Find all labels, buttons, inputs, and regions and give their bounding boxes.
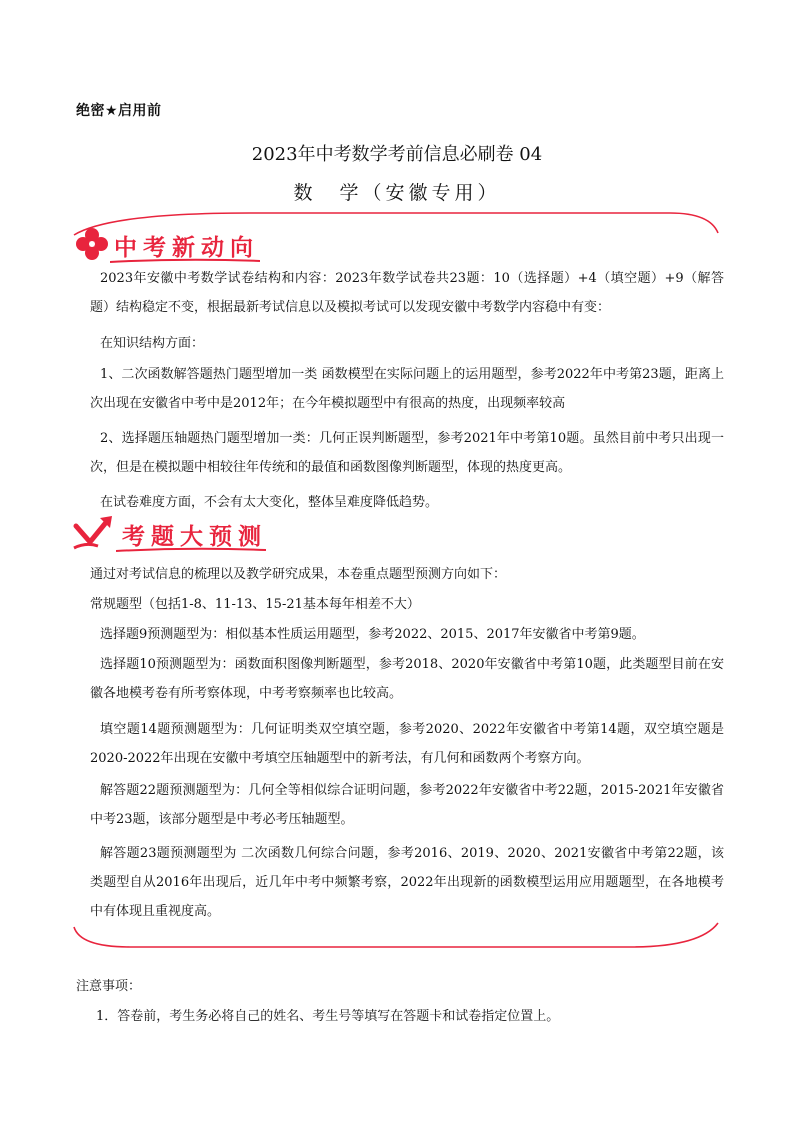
section1-paragraph-5: 在试卷难度方面，不会有太大变化，整体呈难度降低趋势。 <box>100 495 439 510</box>
notice-item: 1．答卷前，考生务必将自己的姓名、考生号等填写在答题卡和试卷指定位置上。 <box>96 1009 560 1024</box>
trend-arrow-icon <box>72 512 116 552</box>
section2-paragraph-5: 填空题14题预测题型为：几何证明类双空填空题，参考2020、2022年安徽省中考第14题，双空填空题是2020-2022年出现在安徽中考填空压轴题型中的新考法，有几何和函数两个考察方向。 <box>90 722 724 766</box>
section2-paragraph-1: 通过对考试信息的梳理以及教学研究成果，本卷重点题型预测方向如下： <box>90 567 507 582</box>
heading-underline-2 <box>116 546 266 554</box>
section1-paragraph-4: 2、选择题压轴题热门题型增加一类：几何正误判断题型，参考2021年中考第10题。虽然目前中考只出现一次，但是在模拟题中相较往年传统和的最值和函数图像判断题型，体现的热度更高。 <box>90 431 724 475</box>
section2-paragraph-6: 解答题22题预测题型为：几何全等相似综合证明问题，参考2022年安徽省中考22题，2015-2021年安徽省中考23题，该部分题型是中考必考压轴题型。 <box>90 783 724 827</box>
section-heading-new-trends: 中考新动向 <box>114 235 259 261</box>
document-subtitle: 数 学（安徽专用） <box>293 182 501 204</box>
section2-paragraph-7: 解答题23题预测题型为 二次函数几何综合问题，参考2016、2019、2020、2021安徽省中考第22题，该类题型自从2016年出现后，近几年中考中频繁考察，2022年出现新的函数模型运用应用题题型，在各地模考中有体现且重视度高。 <box>90 846 724 919</box>
section2-paragraph-2: 常规题型（包括1-8、11-13、15-21基本每年相差不大） <box>90 597 420 612</box>
section1-paragraph-1: 2023年安徽中考数学试卷结构和内容：2023年数学试卷共23题：10（选择题）+4（填空题）+9（解答题）结构稳定不变，根据最新考试信息以及模拟考试可以发现安徽中考数学内容稳中有变： <box>90 271 724 315</box>
section2-paragraph-4: 选择题10预测题型为：函数面积图像判断题型，参考2018、2020年安徽省中考第10题，此类题型目前在安徽各地模考卷有所考察体现，中考考察频率也比较高。 <box>90 657 724 701</box>
document-title: 2023年中考数学考前信息必刷卷 04 <box>251 144 543 165</box>
section2-paragraph-3: 选择题9预测题型为：相似基本性质运用题型，参考2022、2015、2017年安徽省中考第9题。 <box>100 627 645 642</box>
section1-paragraph-3: 1、二次函数解答题热门题型增加一类 函数模型在实际问题上的运用题型，参考2022年中考第23题，距离上次出现在安徽省中考中是2012年；在今年模拟题型中有很高的热度，出现频率较高 <box>90 367 724 411</box>
notice-title: 注意事项： <box>76 979 142 994</box>
section1-paragraph-2: 在知识结构方面： <box>100 336 205 351</box>
four-leaf-clover-icon <box>74 226 110 262</box>
confidential-label: 绝密★启用前 <box>76 103 162 119</box>
section-heading-predictions: 考题大预测 <box>122 524 267 550</box>
